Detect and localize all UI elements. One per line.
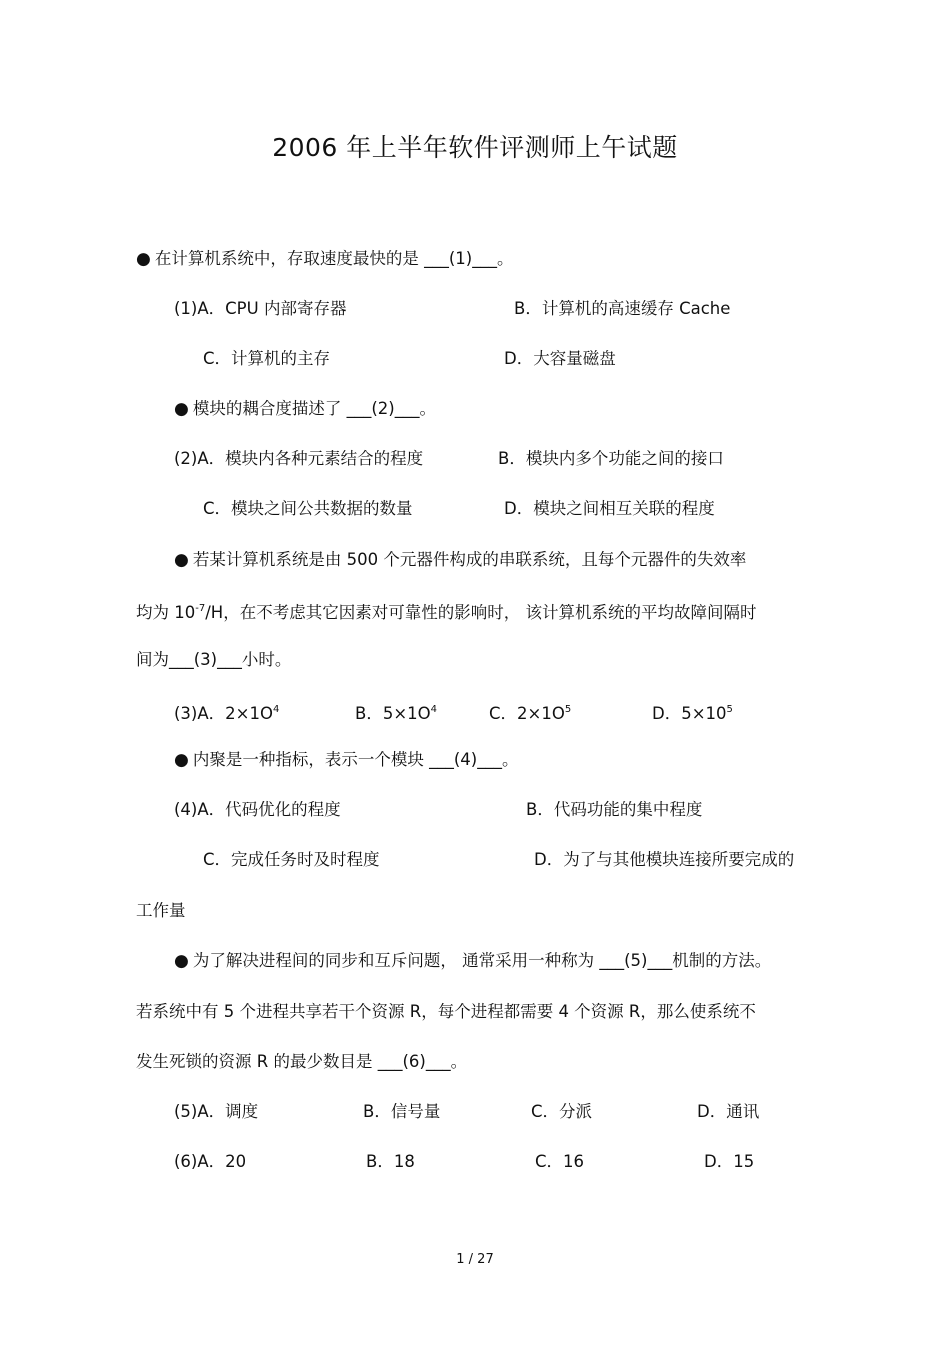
q1-option-b: B．计算机的高速缓存 Cache (514, 299, 731, 318)
q2-option-a: (2)A．模块内各种元素结合的程度 (174, 449, 424, 468)
q3-option-b: B．$5\times 1O^4$ (355, 704, 438, 723)
question-3-stem-line3: 间为___(3)___小时。 (136, 650, 292, 669)
question-3-stem-line2: 均为 $10^{-7}/H$，在不考虑其它因素对可靠性的影响时， 该计算机系统的平均故障间隔时 (136, 603, 757, 622)
q6-option-d: D．15 (704, 1152, 755, 1171)
bullet-icon: ● (136, 249, 151, 269)
q3-option-c: C．$2\times 1O^5$ (489, 704, 572, 723)
q1-option-c: C．计算机的主存 (203, 349, 331, 368)
q3-option-a: (3)A．$2\times 1O^4$ (174, 704, 280, 723)
bullet-icon: ● (174, 951, 189, 971)
q5-option-c: C．分派 (531, 1102, 593, 1121)
q5-option-a: (5)A．调度 (174, 1102, 259, 1121)
q6-option-a: (6)A．20 (174, 1152, 247, 1171)
bullet-icon: ● (174, 399, 189, 419)
page-number: 1 / 27 (456, 1252, 494, 1267)
q3-option-d: D．$5\times 10^5$ (652, 704, 733, 723)
question-3-stem-line1: ● 若某计算机系统是由 500 个元器件构成的串联系统，且每个元器件的失效率 (174, 550, 747, 570)
question-5-stem-line2: 若系统中有 5 个进程共享若干个资源 R，每个进程都需要 4 个资源 R，那么使系统不 (136, 1002, 756, 1021)
q4-option-a: (4)A．代码优化的程度 (174, 800, 341, 819)
q4-option-d-continued: 工作量 (136, 901, 186, 920)
bullet-icon: ● (174, 750, 189, 770)
q6-option-b: B．18 (366, 1152, 415, 1171)
question-2-stem: ● 模块的耦合度描述了 ___(2)___。 (174, 399, 436, 419)
q4-option-b: B．代码功能的集中程度 (526, 800, 703, 819)
q5-option-b: B．信号量 (363, 1102, 441, 1121)
q2-option-c: C．模块之间公共数据的数量 (203, 499, 413, 518)
question-4-stem: ● 内聚是一种指标，表示一个模块 ___(4)___。 (174, 750, 519, 770)
page-title: 2006 年上半年软件评测师上午试题 (272, 133, 678, 162)
q4-option-d: D．为了与其他模块连接所要完成的 (534, 850, 795, 869)
q1-option-a: (1)A．CPU 内部寄存器 (174, 299, 347, 318)
q2-option-b: B．模块内多个功能之间的接口 (498, 449, 724, 468)
q6-option-c: C．16 (535, 1152, 585, 1171)
question-1-stem: ● 在计算机系统中，存取速度最快的是 ___(1)___。 (136, 249, 514, 269)
q5-option-d: D．通讯 (697, 1102, 760, 1121)
q2-option-d: D．模块之间相互关联的程度 (504, 499, 715, 518)
question-5-stem-line3: 发生死锁的资源 R 的最少数目是 ___(6)___。 (136, 1052, 468, 1071)
q4-option-c: C．完成任务时及时程度 (203, 850, 380, 869)
bullet-icon: ● (174, 550, 189, 570)
question-5-stem-line1: ● 为了解决进程间的同步和互斥问题， 通常采用一种称为 ___(5)___机制的方法。 (174, 951, 772, 971)
q1-option-d: D．大容量磁盘 (504, 349, 616, 368)
